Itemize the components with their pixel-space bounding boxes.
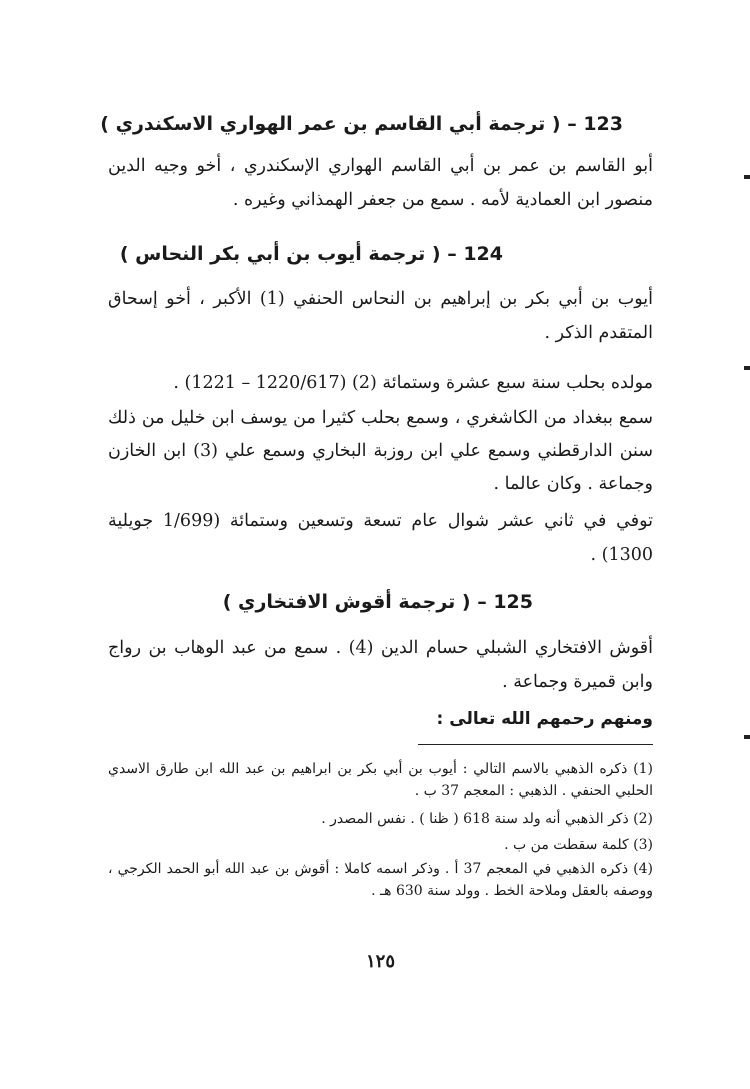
- footnote: (2) ذكر الذهبي أنه ولد سنة 618 ( ظنا ) . نفس المصدر .: [321, 811, 653, 827]
- entry-paragraph: أيوب بن أبي بكر بن إبراهيم بن النحاس الحنفي (1) الأكبر ، أخو إسحاق المتقدم الذكر .: [108, 289, 654, 343]
- entry-heading-125: 125 – ( ترجمة أقوش الافتخاري ): [222, 591, 533, 613]
- entry-heading-124: 124 – ( ترجمة أيوب بن أبي بكر النحاس ): [119, 243, 503, 265]
- entry-paragraph: أبو القاسم بن عمر بن أبي القاسم الهواري الإسكندري ، أخو وجيه الدين منصور ابن العمادية لأمه . سمع من جعفر الهمذاني وغيره .: [108, 156, 653, 210]
- entry-paragraph: توفي في ثاني عشر شوال عام تسعة وتسعين وستمائة (1/699 جويلية 1300) .: [108, 511, 653, 565]
- margin-mark: [744, 366, 750, 370]
- footnote-divider: [418, 744, 653, 745]
- footnote: (4) ذكره الذهبي في المعجم 37 أ . وذكر اسمه كاملا : أقوش بن عبد الله أبو الحمد الكرجي ، ووصفه بالعقل وملاحة الخط . وولد سنة 630 هـ .: [108, 861, 654, 899]
- entry-paragraph: أقوش الافتخاري الشبلي حسام الدين (4) . سمع من عبد الوهاب بن رواج وابن قميرة وجماعة .: [108, 638, 653, 692]
- footnote: (1) ذكره الذهبي بالاسم التالي : أيوب بن أبي بكر بن ابراهيم بن عبد الله ابن طارق الاسدي الحلبي الحنفي . الذهبي : المعجم 37 ب .: [108, 761, 653, 799]
- page-number: ١٢٥: [365, 951, 395, 972]
- margin-mark: [744, 735, 750, 739]
- entry-paragraph: سمع ببغداد من الكاشغري ، وسمع بحلب كثيرا من يوسف ابن خليل من ذلك سنن الدارقطني وسمع علي ابن روزبة البخاري وسمع علي (3) ابن الخازن وجماعة . وكان عالما .: [108, 408, 653, 494]
- section-heading: ومنهم رحمهم الله تعالى :: [436, 709, 653, 729]
- footnote: (3) كلمة سقطت من ب .: [504, 837, 653, 853]
- entry-heading-123: 123 – ( ترجمة أبي القاسم بن عمر الهواري الاسكندري ): [100, 113, 623, 135]
- margin-mark: [744, 175, 750, 179]
- entry-paragraph: مولده بحلب سنة سبع عشرة وستمائة (2) (1220/617 – 1221) .: [173, 373, 653, 393]
